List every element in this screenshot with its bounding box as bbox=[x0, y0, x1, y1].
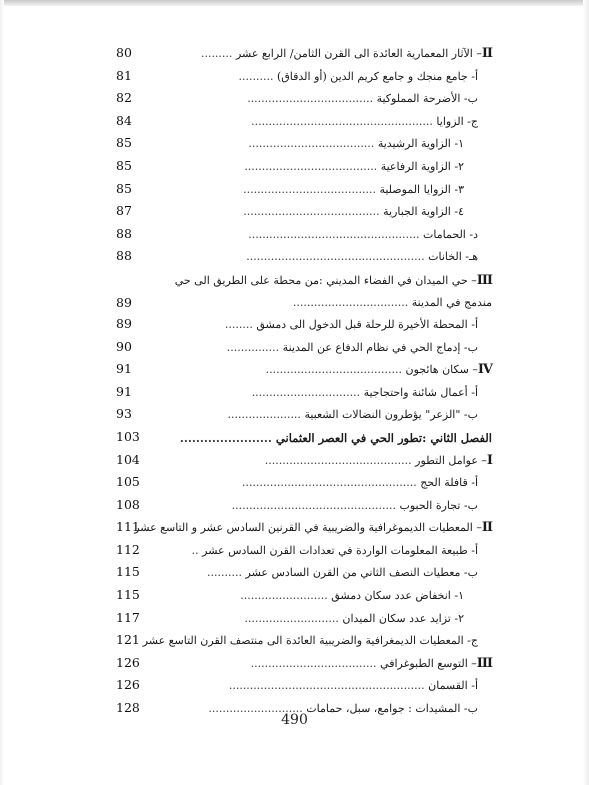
toc-entry bbox=[116, 67, 492, 90]
toc-entry bbox=[116, 338, 492, 361]
toc-entry-marker: أ bbox=[474, 543, 478, 557]
scan-right-edge bbox=[583, 0, 589, 785]
toc-entry-label: - تزايد عدد سكان الميدان bbox=[342, 611, 459, 625]
toc-entry-marker: هـ bbox=[468, 250, 478, 264]
toc-entry-title bbox=[232, 499, 478, 513]
toc-dot-leader: ......... bbox=[200, 47, 233, 60]
toc-entry-marker: ب bbox=[467, 702, 478, 716]
toc-entry-title bbox=[225, 318, 478, 332]
toc-dot-leader: ........................... bbox=[244, 611, 339, 625]
toc-entry bbox=[116, 360, 492, 383]
toc-entry-label: - الحمامات bbox=[423, 227, 474, 241]
toc-entry-marker: ١ bbox=[458, 137, 464, 151]
toc-entry-title bbox=[265, 454, 492, 468]
toc-dot-leader: ....................................... bbox=[265, 363, 403, 377]
toc-entry-marker: أ bbox=[474, 317, 478, 331]
toc-entry-label: - الزوايا الموصلية bbox=[379, 182, 459, 196]
toc-page-number: 90 bbox=[116, 338, 132, 354]
toc-page-number: 93 bbox=[116, 406, 132, 422]
toc-dot-leader: ................................. bbox=[292, 295, 409, 309]
scan-top-edge bbox=[0, 0, 589, 6]
toc-entry-marker: III bbox=[476, 272, 492, 288]
toc-dot-leader: ...................................... bbox=[244, 159, 378, 173]
toc-dot-leader: .......... bbox=[238, 69, 274, 83]
toc-entry bbox=[116, 44, 492, 67]
toc-page-number: 89 bbox=[116, 315, 132, 331]
toc-entry-marker: II bbox=[481, 46, 492, 61]
toc-entry-marker: ٢ bbox=[458, 611, 464, 625]
toc-entry-title bbox=[252, 386, 478, 400]
toc-dot-leader: .......... bbox=[207, 566, 242, 580]
toc-entry-marker: III bbox=[476, 655, 492, 671]
toc-dot-leader: .................................... bbox=[250, 656, 377, 670]
toc-page-number: 126 bbox=[116, 654, 140, 670]
toc-entry-title bbox=[201, 47, 492, 61]
toc-dot-leader: ......................... bbox=[240, 589, 328, 603]
toc-dot-leader: .................................... bbox=[248, 137, 375, 151]
toc-entry bbox=[116, 270, 492, 315]
toc-entry bbox=[116, 563, 492, 586]
toc-entry-marker: ب bbox=[467, 340, 478, 354]
toc-entry-label: - المحطة الأخيرة للرحلة قبل الدخول الى دمشق bbox=[256, 317, 475, 331]
toc-page-number: 105 bbox=[116, 474, 140, 490]
toc-entry-marker: أ bbox=[474, 476, 478, 490]
toc-entry bbox=[116, 473, 492, 496]
toc-entry bbox=[116, 541, 492, 564]
toc-entry-marker: ٣ bbox=[458, 182, 464, 196]
toc-entry-marker: I bbox=[486, 452, 492, 468]
toc-entry-label: - إدماج الحي في نظام الدفاع عن المدينة bbox=[282, 340, 468, 354]
toc-entry-marker: ب bbox=[467, 408, 478, 422]
toc-entry bbox=[116, 225, 492, 248]
toc-entry-label: - انخفاض عدد سكان دمشق bbox=[331, 589, 459, 603]
toc-entry-marker: II bbox=[481, 520, 492, 536]
toc-entry-title bbox=[247, 92, 478, 106]
toc-entry-title bbox=[248, 137, 464, 151]
toc-page-number: 117 bbox=[116, 609, 140, 625]
toc-entry-marker: ج bbox=[470, 634, 478, 648]
toc-entry-marker: أ bbox=[474, 69, 478, 83]
toc-entry bbox=[116, 202, 492, 225]
toc-entry-title bbox=[229, 679, 478, 693]
toc-page-number: 87 bbox=[116, 203, 132, 219]
toc-entry bbox=[116, 518, 492, 541]
toc-entry-label: - الزاوية الرشيدية bbox=[377, 137, 459, 151]
toc-dot-leader: .. bbox=[191, 543, 199, 557]
toc-entry-label: – سكان هائجون bbox=[405, 363, 478, 377]
toc-entry-label: - الزاوية الرفاعية bbox=[380, 159, 459, 173]
toc-entry-title bbox=[243, 183, 464, 197]
toc-page-number: 82 bbox=[116, 90, 132, 106]
toc-dot-leader: ............... bbox=[226, 340, 280, 354]
toc-dot-leader: ...................................... bbox=[243, 182, 376, 196]
toc-dot-leader: .................................... bbox=[247, 92, 374, 106]
toc-entry-label: – المعطيات الديموغرافية والضريبية في القرنين السادس عشر و التاسع عشر bbox=[134, 521, 482, 535]
toc-entry bbox=[116, 89, 492, 112]
scan-left-edge bbox=[0, 0, 4, 785]
toc-entry bbox=[116, 157, 492, 180]
toc-entry-marker: ب bbox=[467, 92, 478, 106]
toc-page-number: 88 bbox=[116, 225, 132, 241]
toc-entry-label: - أعمال شائنة واحتجاجية bbox=[363, 385, 475, 399]
toc-entry-label: - الأضرحة المملوكية bbox=[376, 92, 468, 106]
toc-page-number: 112 bbox=[116, 541, 140, 557]
toc-entry-label: - المعطيات الديمغرافية والضريبية العائدة الى منتصف القرن التاسع عشر bbox=[142, 634, 471, 648]
toc-entry-label: - القسمان bbox=[428, 679, 475, 693]
toc-entry-title bbox=[251, 115, 478, 129]
toc-entry-label: – عوامل التطور bbox=[415, 453, 487, 467]
toc-entry-title bbox=[228, 408, 479, 422]
toc-entry bbox=[116, 134, 492, 157]
toc-entry bbox=[116, 451, 492, 474]
toc-entry-label: – الآثار المعمارية العائدة الى القرن الثامن/ الرابع عشر bbox=[235, 47, 482, 60]
toc-dot-leader: ........................................................ bbox=[228, 679, 425, 693]
toc-entry-label: - الخانات bbox=[428, 250, 469, 264]
toc-entry-title bbox=[242, 476, 478, 490]
toc-page-number: 85 bbox=[116, 157, 132, 173]
toc-entry-label: - جامع منجك و جامع كريم الدين (أو الدقاق) bbox=[276, 69, 475, 83]
toc-entry-title bbox=[134, 521, 492, 535]
toc-entry-title bbox=[239, 70, 479, 84]
toc-entry bbox=[116, 383, 492, 406]
toc-entry bbox=[116, 496, 492, 519]
toc-dot-leader: ................................................... bbox=[246, 250, 425, 264]
toc-page-number: 89 bbox=[116, 294, 132, 310]
toc-entry-label: - الزوايا bbox=[436, 114, 471, 128]
toc-dot-leader: ................................................. bbox=[248, 227, 420, 241]
toc-entry bbox=[116, 654, 492, 677]
toc-entry-marker: ب bbox=[467, 566, 478, 580]
toc-page-number: 115 bbox=[116, 564, 140, 580]
toc-page-number: 121 bbox=[116, 632, 140, 648]
toc-page-number: 88 bbox=[116, 248, 132, 264]
toc-entry-marker: ج bbox=[470, 114, 478, 128]
toc-entry-title bbox=[251, 657, 492, 671]
toc-page-number: 85 bbox=[116, 135, 132, 151]
toc-entry-label: - تجارة الحبوب bbox=[399, 498, 468, 512]
toc-entry-title bbox=[243, 205, 464, 219]
toc-dot-leader: ........ bbox=[224, 317, 253, 331]
toc-entry-title bbox=[246, 250, 478, 264]
toc-entry bbox=[116, 609, 492, 632]
toc-dot-leader: ............................... bbox=[251, 385, 361, 399]
toc-entry bbox=[116, 180, 492, 203]
toc-entry-marker: ٤ bbox=[458, 205, 464, 219]
toc-entry bbox=[116, 405, 492, 428]
toc-entry bbox=[116, 247, 492, 270]
toc-entry-marker: د bbox=[473, 227, 478, 241]
toc-entry-marker: أ bbox=[474, 385, 478, 399]
toc-entry bbox=[116, 315, 492, 338]
toc-page-number: 128 bbox=[116, 700, 140, 716]
toc-entry bbox=[116, 586, 492, 609]
toc-page-number: 108 bbox=[116, 496, 140, 512]
toc-entry-marker: IV bbox=[477, 362, 492, 378]
toc-entry-marker: ١ bbox=[458, 589, 464, 603]
toc-page-number: 115 bbox=[116, 587, 140, 603]
toc-page-number: 91 bbox=[116, 383, 132, 399]
toc-dot-leader: .................................................. bbox=[241, 476, 417, 490]
toc-entry-title bbox=[192, 544, 478, 558]
toc-chapter-heading bbox=[116, 428, 492, 451]
toc-dot-leader: ....................................... bbox=[243, 205, 380, 219]
toc-entry bbox=[116, 676, 492, 699]
toc-entry-title bbox=[174, 270, 492, 314]
toc-dot-leader: ........................... bbox=[208, 702, 303, 716]
toc-entry-label: - "الزعر" يؤطرون النضالات الشعبية bbox=[304, 408, 468, 422]
toc-entry-title bbox=[248, 228, 478, 242]
toc-entry-label: – التوسع الطبوغرافي bbox=[380, 656, 477, 670]
toc-page-number: 111 bbox=[116, 519, 140, 535]
toc-page-number: 103 bbox=[116, 428, 140, 444]
toc-dot-leader: ....................... bbox=[179, 430, 272, 445]
toc-entry-title bbox=[207, 566, 478, 580]
toc-entry-label: - قافلة الحج bbox=[420, 476, 475, 490]
toc-dot-leader: ..................... bbox=[227, 408, 301, 422]
toc-entry-marker: أ bbox=[474, 679, 478, 693]
toc-entry-title bbox=[244, 612, 464, 626]
toc-dot-leader: .................................................... bbox=[251, 114, 433, 128]
toc-dot-leader: ............................................... bbox=[231, 498, 396, 512]
toc-page-number: 85 bbox=[116, 180, 132, 196]
toc-page-number: 91 bbox=[116, 361, 132, 377]
toc-entry-label: - المشيدات : جوامع، سبل، حمامات bbox=[306, 702, 468, 716]
toc-entry-label: - معطيات النصف الثاني من القرن السادس عشر bbox=[245, 566, 468, 580]
toc-page-number: 80 bbox=[116, 45, 132, 60]
toc-page-number: 81 bbox=[116, 67, 132, 83]
toc-entry-title bbox=[180, 431, 492, 445]
toc-dot-leader: .......................................... bbox=[264, 453, 412, 467]
toc-entry-label: الفصل الثاني :تطور الحي في العصر العثماني bbox=[275, 430, 492, 445]
toc-page-number: 104 bbox=[116, 451, 140, 467]
toc-entry-title bbox=[227, 341, 478, 355]
toc-entry-marker: ب bbox=[467, 498, 478, 512]
toc-entry-label: – حي الميدان في الفضاء المديني :من محطة على الطريق الى حي مندمج في المدينة bbox=[174, 273, 492, 309]
toc-entry bbox=[116, 112, 492, 135]
toc-entry-title bbox=[266, 363, 492, 377]
toc-entry-marker: ٢ bbox=[458, 159, 464, 173]
toc-entry-title bbox=[240, 589, 464, 603]
toc-entry-label: - الزاوية الجبارية bbox=[383, 205, 459, 219]
page-number: 490 bbox=[281, 712, 308, 728]
toc-entry-title bbox=[143, 634, 478, 648]
toc-entry bbox=[116, 631, 492, 654]
toc-page-number: 126 bbox=[116, 677, 140, 693]
table-of-contents bbox=[116, 44, 492, 722]
toc-entry-label: - طبيعة المعلومات الواردة في تعدادات القرن السادس عشر bbox=[202, 543, 475, 557]
toc-entry-title bbox=[244, 160, 464, 174]
toc-page-number: 84 bbox=[116, 112, 132, 128]
